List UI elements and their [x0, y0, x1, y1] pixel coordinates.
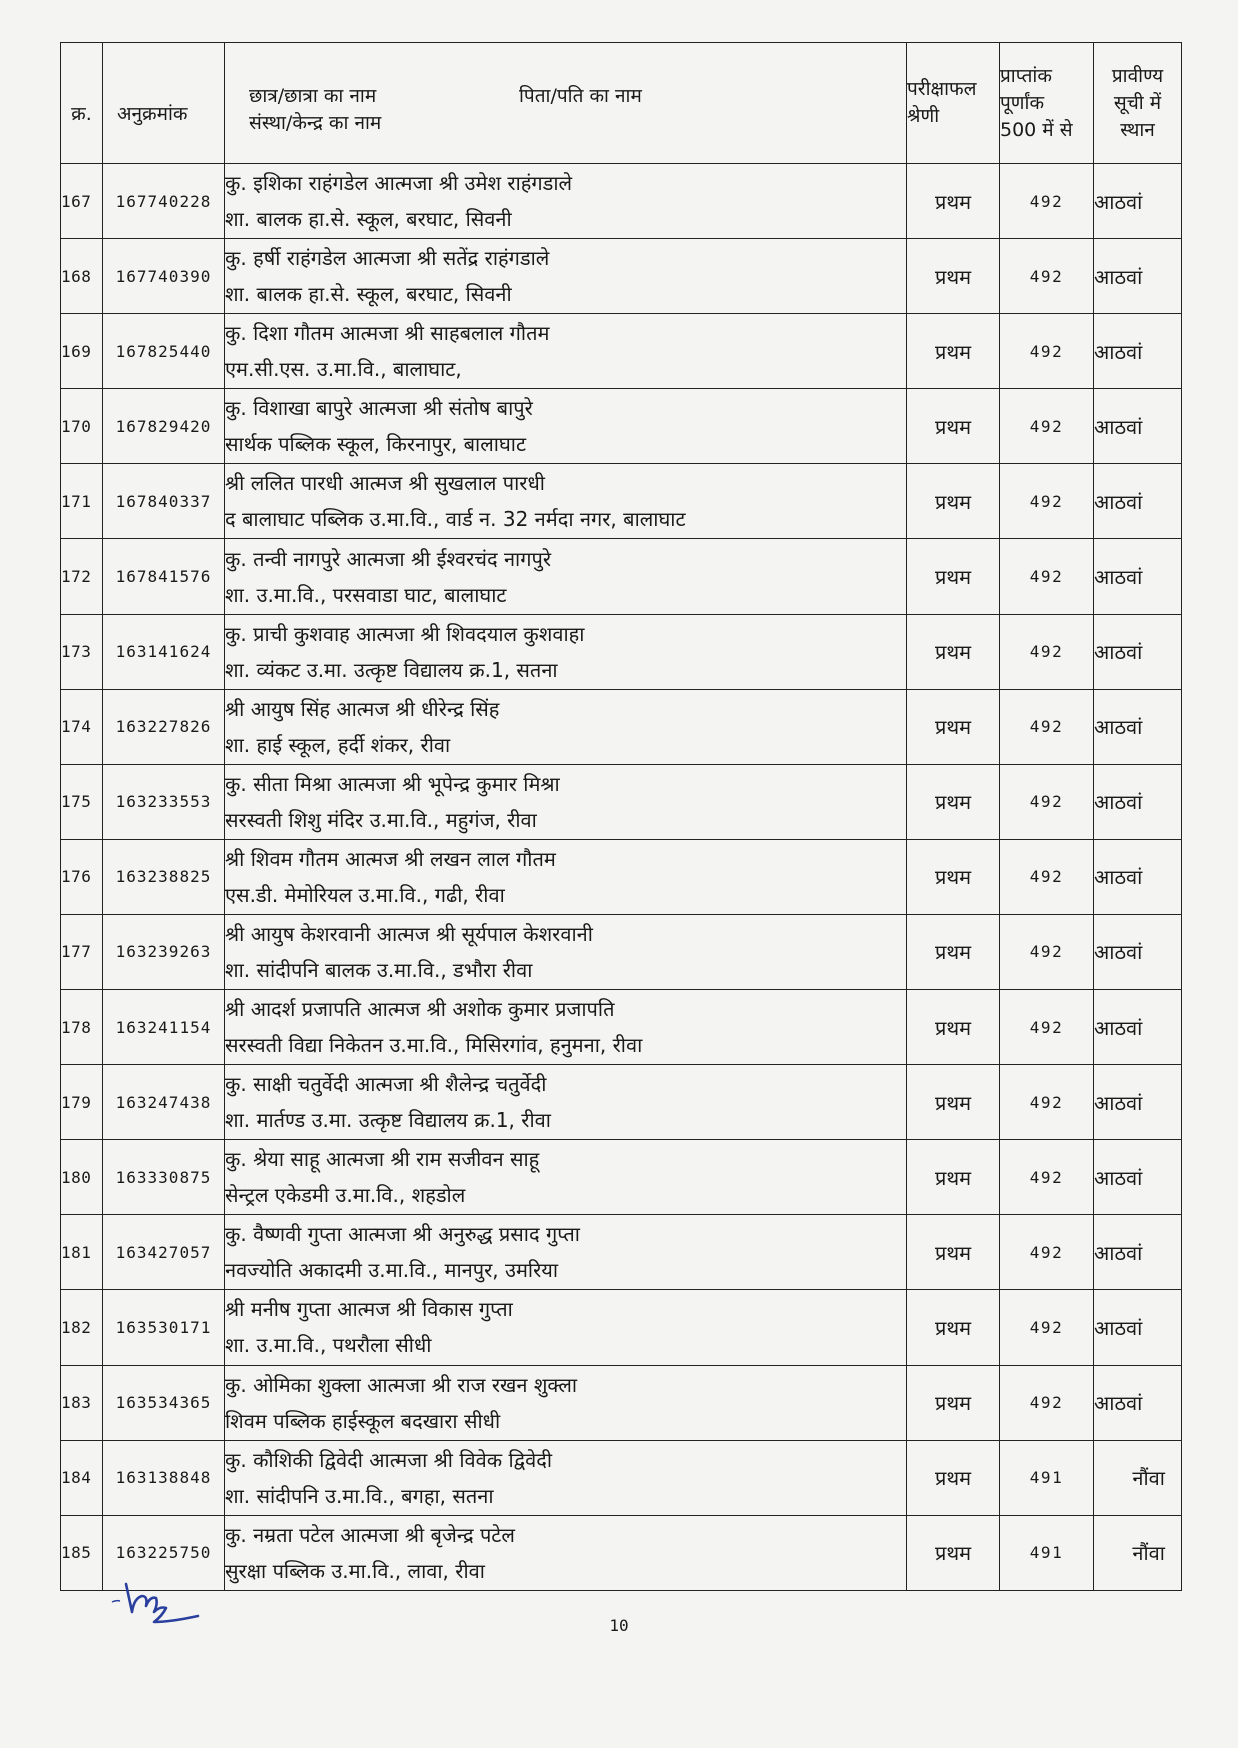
school-name: एस.डी. मेमोरियल उ.मा.वि., गढी, रीवा	[225, 882, 505, 907]
student-name: श्री मनीष गुप्ता आत्मज श्री विकास गुप्ता	[225, 1297, 513, 1322]
roll-number: 163233553	[103, 764, 225, 839]
school-name: द बालाघाट पब्लिक उ.मा.वि., वार्ड न. 32 नर्मदा नगर, बालाघाट	[225, 507, 686, 532]
name-cell	[225, 1365, 907, 1440]
marks: 492	[1000, 764, 1094, 839]
name-cell	[225, 839, 907, 914]
name-cell	[225, 1140, 907, 1215]
serial-number: 176	[61, 839, 103, 914]
name-cell	[225, 1290, 907, 1365]
marks: 492	[1000, 990, 1094, 1065]
student-name: कु. हर्षी राहंगडेल आत्मजा श्री सतेंद्र राहंगडाले	[225, 246, 550, 271]
roll-number: 167840337	[103, 464, 225, 539]
header-marks	[1000, 43, 1094, 164]
division: प्रथम	[907, 1515, 1000, 1590]
page-number: 10	[609, 1616, 629, 1635]
marks: 492	[1000, 1140, 1094, 1215]
header-institution: संस्था/केन्द्र का नाम	[249, 112, 382, 134]
table-row	[61, 1365, 1182, 1440]
serial-number: 175	[61, 764, 103, 839]
roll-number: 163225750	[103, 1515, 225, 1590]
header-rank-line2: सूची में	[1113, 91, 1162, 114]
roll-number: 163330875	[103, 1140, 225, 1215]
serial-number: 178	[61, 990, 103, 1065]
table-row	[61, 1515, 1182, 1590]
division: प्रथम	[907, 164, 1000, 239]
student-name: कु. श्रेया साहू आत्मजा श्री राम सजीवन साहू	[225, 1147, 540, 1172]
name-cell	[225, 764, 907, 839]
merit-rank: आठवां	[1094, 689, 1182, 764]
serial-number: 181	[61, 1215, 103, 1290]
merit-rank: आठवां	[1094, 839, 1182, 914]
school-name: शा. सांदीपनि बालक उ.मा.वि., डभौरा रीवा	[225, 957, 533, 982]
school-name: शा. हाई स्कूल, हर्दी शंकर, रीवा	[225, 732, 451, 757]
serial-number: 170	[61, 389, 103, 464]
roll-number: 167825440	[103, 314, 225, 389]
student-name: श्री ललित पारधी आत्मज श्री सुखलाल पारधी	[225, 471, 545, 496]
merit-rank: आठवां	[1094, 464, 1182, 539]
table-row	[61, 764, 1182, 839]
merit-rank: आठवां	[1094, 239, 1182, 314]
table-row	[61, 914, 1182, 989]
serial-number: 185	[61, 1515, 103, 1590]
table-row	[61, 614, 1182, 689]
division: प्रथम	[907, 239, 1000, 314]
school-name: शा. मार्तण्ड उ.मा. उत्कृष्ट विद्यालय क्र.1, रीवा	[225, 1108, 551, 1133]
marks: 492	[1000, 464, 1094, 539]
merit-rank: आठवां	[1094, 990, 1182, 1065]
marks: 492	[1000, 614, 1094, 689]
division: प्रथम	[907, 1290, 1000, 1365]
table-row	[61, 464, 1182, 539]
merit-rank: आठवां	[1094, 764, 1182, 839]
roll-number: 163530171	[103, 1290, 225, 1365]
marks: 492	[1000, 539, 1094, 614]
student-name: कु. वैष्णवी गुप्ता आत्मजा श्री अनुरुद्ध प्रसाद गुप्ता	[225, 1222, 580, 1247]
merit-rank: आठवां	[1094, 164, 1182, 239]
name-cell	[225, 539, 907, 614]
student-name: कु. तन्वी नागपुरे आत्मजा श्री ईश्वरचंद नागपुरे	[225, 546, 552, 571]
school-name: नवज्योति अकादमी उ.मा.वि., मानपुर, उमरिया	[225, 1258, 559, 1283]
merit-rank: नौंवा	[1094, 1515, 1182, 1590]
serial-number: 171	[61, 464, 103, 539]
name-cell	[225, 689, 907, 764]
marks: 492	[1000, 1065, 1094, 1140]
name-cell	[225, 239, 907, 314]
division: प्रथम	[907, 614, 1000, 689]
serial-number: 169	[61, 314, 103, 389]
merit-rank: आठवां	[1094, 1365, 1182, 1440]
merit-rank: आठवां	[1094, 1140, 1182, 1215]
header-name-institution	[225, 43, 907, 164]
table-row	[61, 1140, 1182, 1215]
name-cell	[225, 1440, 907, 1515]
division: प्रथम	[907, 464, 1000, 539]
name-cell	[225, 614, 907, 689]
table-row	[61, 314, 1182, 389]
school-name: शा. उ.मा.वि., पथरौला सीधी	[225, 1333, 432, 1358]
school-name: शा. बालक हा.से. स्कूल, बरघाट, सिवनी	[225, 282, 512, 307]
marks: 492	[1000, 839, 1094, 914]
header-rank	[1094, 43, 1182, 164]
marks: 492	[1000, 389, 1094, 464]
roll-number: 163247438	[103, 1065, 225, 1140]
student-name: श्री आयुष सिंह आत्मज श्री धीरेन्द्र सिंह	[225, 696, 500, 721]
division: प्रथम	[907, 914, 1000, 989]
marks: 492	[1000, 914, 1094, 989]
header-marks-line1: प्राप्तांक	[1000, 64, 1052, 87]
student-name: कु. ओमिका शुक्ला आत्मजा श्री राज रखन शुक्ला	[225, 1372, 578, 1397]
merit-rank: आठवां	[1094, 389, 1182, 464]
division: प्रथम	[907, 689, 1000, 764]
merit-rank: आठवां	[1094, 1290, 1182, 1365]
student-name: कु. नम्रता पटेल आत्मजा श्री बृजेन्द्र पटेल	[225, 1522, 515, 1547]
serial-number: 177	[61, 914, 103, 989]
student-name: कु. विशाखा बापुरे आत्मजा श्री संतोष बापुरे	[225, 396, 533, 421]
marks: 492	[1000, 1215, 1094, 1290]
division: प्रथम	[907, 314, 1000, 389]
name-cell	[225, 164, 907, 239]
roll-number: 163238825	[103, 839, 225, 914]
name-cell	[225, 1215, 907, 1290]
school-name: सेन्ट्रल एकेडमी उ.मा.वि., शहडोल	[225, 1183, 466, 1208]
marks: 492	[1000, 239, 1094, 314]
roll-number: 163227826	[103, 689, 225, 764]
school-name: शा. व्यंकट उ.मा. उत्कृष्ट विद्यालय क्र.1, सतना	[225, 657, 558, 682]
division: प्रथम	[907, 1140, 1000, 1215]
school-name: सरस्वती शिशु मंदिर उ.मा.वि., महुगंज, रीवा	[225, 807, 537, 832]
header-sn: क्र.	[61, 43, 103, 164]
school-name: सार्थक पब्लिक स्कूल, किरनापुर, बालाघाट	[225, 432, 527, 457]
roll-number: 163534365	[103, 1365, 225, 1440]
division: प्रथम	[907, 539, 1000, 614]
header-division-line2: श्रेणी	[907, 105, 940, 127]
student-name: कु. प्राची कुशवाह आत्मजा श्री शिवदयाल कुशवाहा	[225, 621, 585, 646]
school-name: एम.सी.एस. उ.मा.वि., बालाघाट,	[225, 357, 462, 382]
student-name: कु. दिशा गौतम आत्मजा श्री साहबलाल गौतम	[225, 321, 550, 346]
table-row	[61, 164, 1182, 239]
serial-number: 167	[61, 164, 103, 239]
table-row	[61, 539, 1182, 614]
table-row	[61, 1065, 1182, 1140]
header-marks-line2: पूर्णांक	[1000, 91, 1045, 114]
roll-number: 167829420	[103, 389, 225, 464]
student-name: कु. सीता मिश्रा आत्मजा श्री भूपेन्द्र कुमार मिश्रा	[225, 771, 560, 796]
student-name: कु. साक्षी चतुर्वेदी आत्मजा श्री शैलेन्द्र चतुर्वेदी	[225, 1072, 547, 1097]
roll-number: 167740390	[103, 239, 225, 314]
marks: 492	[1000, 1365, 1094, 1440]
merit-list-table	[60, 42, 1182, 1591]
header-division	[907, 43, 1000, 164]
serial-number: 183	[61, 1365, 103, 1440]
header-father-name: पिता/पति का नाम	[519, 85, 642, 107]
roll-number: 163138848	[103, 1440, 225, 1515]
roll-number: 163141624	[103, 614, 225, 689]
student-name: कु. इशिका राहंगडेल आत्मजा श्री उमेश राहंगडाले	[225, 171, 573, 196]
serial-number: 184	[61, 1440, 103, 1515]
serial-number: 172	[61, 539, 103, 614]
table-row	[61, 1440, 1182, 1515]
serial-number: 168	[61, 239, 103, 314]
header-division-line1: परीक्षाफल	[907, 78, 977, 100]
roll-number: 167841576	[103, 539, 225, 614]
marks: 491	[1000, 1515, 1094, 1590]
division: प्रथम	[907, 1215, 1000, 1290]
student-name: श्री शिवम गौतम आत्मज श्री लखन लाल गौतम	[225, 846, 556, 871]
name-cell	[225, 314, 907, 389]
table-row	[61, 1290, 1182, 1365]
header-row	[61, 43, 1182, 164]
school-name: शा. बालक हा.से. स्कूल, बरघाट, सिवनी	[225, 207, 512, 232]
header-roll-number: अनुक्रमांक	[103, 43, 225, 164]
name-cell	[225, 1065, 907, 1140]
merit-rank: आठवां	[1094, 1065, 1182, 1140]
name-cell	[225, 1515, 907, 1590]
division: प्रथम	[907, 1440, 1000, 1515]
school-name: शा. सांदीपनि उ.मा.वि., बगहा, सतना	[225, 1483, 494, 1508]
marks: 492	[1000, 164, 1094, 239]
marks: 491	[1000, 1440, 1094, 1515]
marks: 492	[1000, 689, 1094, 764]
division: प्रथम	[907, 1365, 1000, 1440]
marks: 492	[1000, 314, 1094, 389]
serial-number: 180	[61, 1140, 103, 1215]
school-name: सुरक्षा पब्लिक उ.मा.वि., लावा, रीवा	[225, 1558, 485, 1583]
division: प्रथम	[907, 1065, 1000, 1140]
student-name: श्री आयुष केशरवानी आत्मज श्री सूर्यपाल केशरवानी	[225, 921, 593, 946]
table-row	[61, 839, 1182, 914]
header-student-name: छात्र/छात्रा का नाम	[249, 85, 377, 107]
table-row	[61, 990, 1182, 1065]
division: प्रथम	[907, 990, 1000, 1065]
division: प्रथम	[907, 764, 1000, 839]
school-name: सरस्वती विद्या निकेतन उ.मा.वि., मिसिरगांव, हनुमना, रीवा	[225, 1033, 643, 1058]
serial-number: 174	[61, 689, 103, 764]
merit-rank: आठवां	[1094, 539, 1182, 614]
school-name: शिवम पब्लिक हाईस्कूल बदखारा सीधी	[225, 1408, 501, 1433]
name-cell	[225, 464, 907, 539]
name-cell	[225, 914, 907, 989]
division: प्रथम	[907, 839, 1000, 914]
student-name: कु. कौशिकी द्विवेदी आत्मजा श्री विवेक द्विवेदी	[225, 1447, 553, 1472]
header-rank-line3: स्थान	[1120, 118, 1155, 141]
table-row	[61, 389, 1182, 464]
table-row	[61, 1215, 1182, 1290]
roll-number: 163239263	[103, 914, 225, 989]
header-marks-line3: 500 में से	[1000, 118, 1073, 141]
merit-rank: आठवां	[1094, 614, 1182, 689]
merit-rank: आठवां	[1094, 914, 1182, 989]
header-rank-line1: प्रावीण्य	[1111, 64, 1164, 87]
serial-number: 179	[61, 1065, 103, 1140]
serial-number: 182	[61, 1290, 103, 1365]
name-cell	[225, 990, 907, 1065]
roll-number: 163427057	[103, 1215, 225, 1290]
roll-number: 167740228	[103, 164, 225, 239]
name-cell	[225, 389, 907, 464]
marks: 492	[1000, 1290, 1094, 1365]
school-name: शा. उ.मा.वि., परसवाडा घाट, बालाघाट	[225, 582, 507, 607]
merit-rank: नौंवा	[1094, 1440, 1182, 1515]
merit-rank: आठवां	[1094, 1215, 1182, 1290]
roll-number: 163241154	[103, 990, 225, 1065]
table-row	[61, 689, 1182, 764]
division: प्रथम	[907, 389, 1000, 464]
student-name: श्री आदर्श प्रजापति आत्मज श्री अशोक कुमार प्रजापति	[225, 997, 615, 1022]
serial-number: 173	[61, 614, 103, 689]
table-row	[61, 239, 1182, 314]
merit-rank: आठवां	[1094, 314, 1182, 389]
